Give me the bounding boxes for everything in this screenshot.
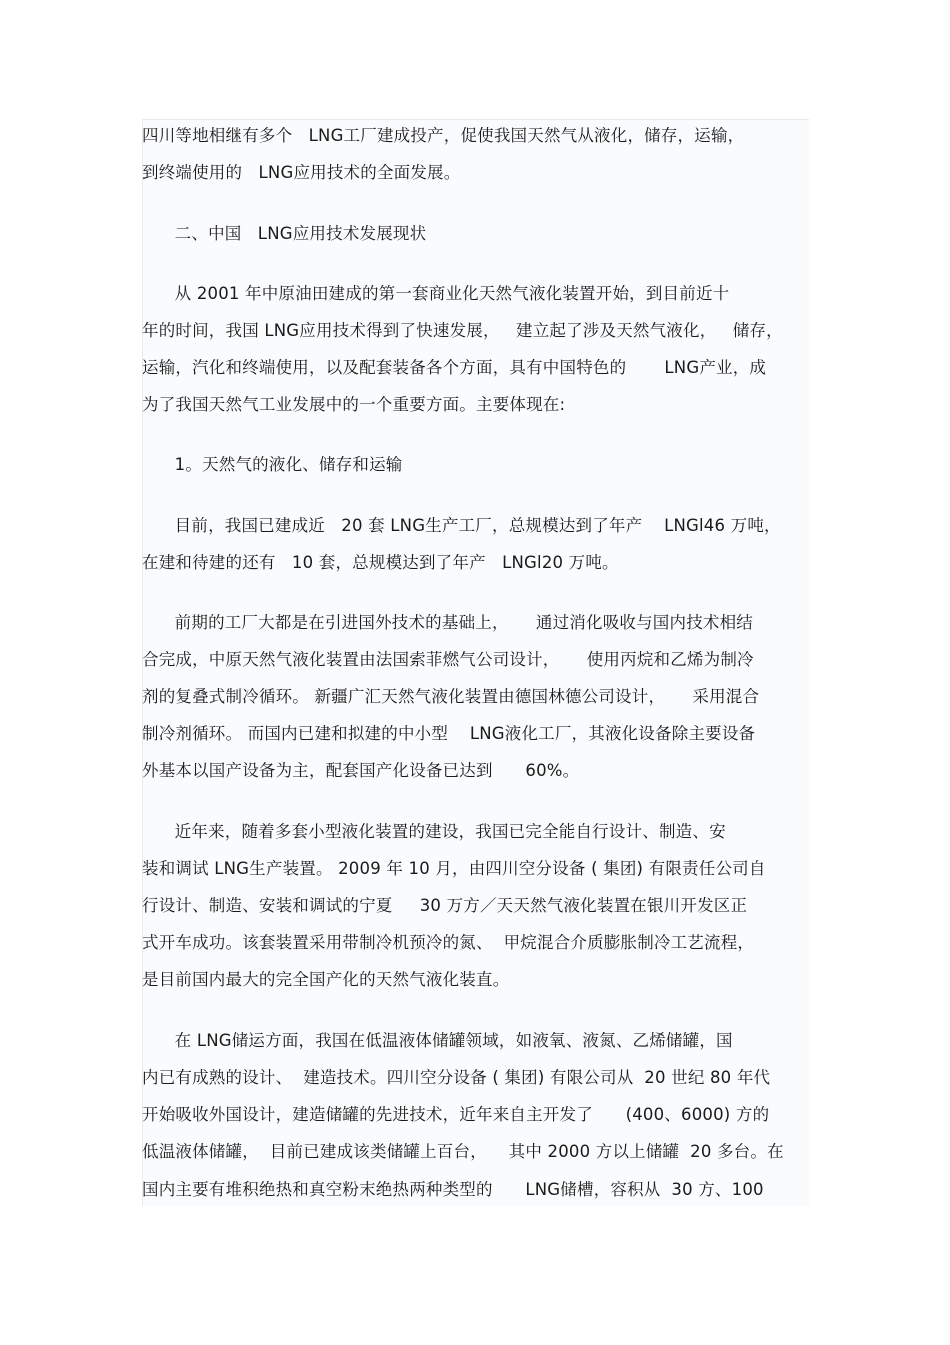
text-line: 目前，我国已建成近 20 套 LNG生产工厂，总规模达到了年产 LNGl46 万吨，: [142, 516, 781, 535]
text-line: 到终端使用的 LNG应用技术的全面发展。: [142, 163, 461, 182]
text-line: 在 LNG储运方面，我国在低温液体储罐领域，如液氧、液氮、乙烯储罐，国: [142, 1031, 733, 1050]
text-line: 四川等地相继有多个 LNG工厂建成投产，促使我国天然气从液化，储存，运输，: [142, 126, 745, 145]
text-line: 在建和待建的还有 10 套，总规模达到了年产 LNGl20 万吨。: [142, 553, 619, 572]
text-line: 剂的复叠式制冷循环。 新疆广汇天然气液化装置由德国林德公司设计， 采用混合: [142, 687, 760, 706]
text-line: 为了我国天然气工业发展中的一个重要方面。主要体现在:: [142, 395, 566, 414]
section-heading: 二、中国 LNG应用技术发展现状: [142, 224, 427, 243]
text-line: 近年来，随着多套小型液化装置的建设，我国已完全能自行设计、制造、安: [142, 822, 726, 841]
text-line: 合完成，中原天然气液化装置由法国索菲燃气公司设计， 使用丙烷和乙烯为制冷: [142, 650, 754, 669]
text-line: 低温液体储罐， 目前已建成该类储罐上百台， 其中 2000 方以上储罐 20 多台。在: [142, 1142, 784, 1161]
text-line: 装和调试 LNG生产装置。 2009 年 10 月，由四川空分设备 ( 集团) 有限责任公司自: [142, 859, 766, 878]
text-line: 是目前国内最大的完全国产化的天然气液化装直。: [142, 970, 510, 989]
subsection-heading: 1。天然气的液化、储存和运输: [142, 455, 403, 474]
text-line: 外基本以国产设备为主，配套国产化设备已达到 60%。: [142, 761, 580, 780]
text-line: 从 2001 年中原油田建成的第一套商业化天然气液化装置开始，到目前近十: [142, 284, 730, 303]
text-line: 制冷剂循环。 而国内已建和拟建的中小型 LNG液化工厂，其液化设备除主要设备: [142, 724, 756, 743]
text-line: 年的时间，我国 LNG应用技术得到了快速发展， 建立起了涉及天然气液化， 储存，: [142, 321, 783, 340]
text-line: 国内主要有堆积绝热和真空粉末绝热两种类型的 LNG储槽，容积从 30 方、100: [142, 1180, 764, 1199]
text-line: 行设计、制造、安装和调试的宁夏 30 万方／天天然气液化装置在银川开发区正: [142, 896, 748, 915]
text-line: 内已有成熟的设计、 建造技术。四川空分设备 ( 集团) 有限公司从 20 世纪 80 年代: [142, 1068, 771, 1087]
text-line: 开始吸收外国设计，建造储罐的先进技术，近年来自主开发了 (400、6000) 方的: [142, 1105, 770, 1124]
text-line: 前期的工厂大都是在引进国外技术的基础上， 通过消化吸收与国内技术相结: [142, 613, 753, 632]
text-line: 运输，汽化和终端使用，以及配套装备各个方面，具有中国特色的 LNG产业，成: [142, 358, 767, 377]
text-line: 式开车成功。该套装置采用带制冷机预冷的氮、 甲烷混合介质膨胀制冷工艺流程，: [142, 933, 755, 952]
